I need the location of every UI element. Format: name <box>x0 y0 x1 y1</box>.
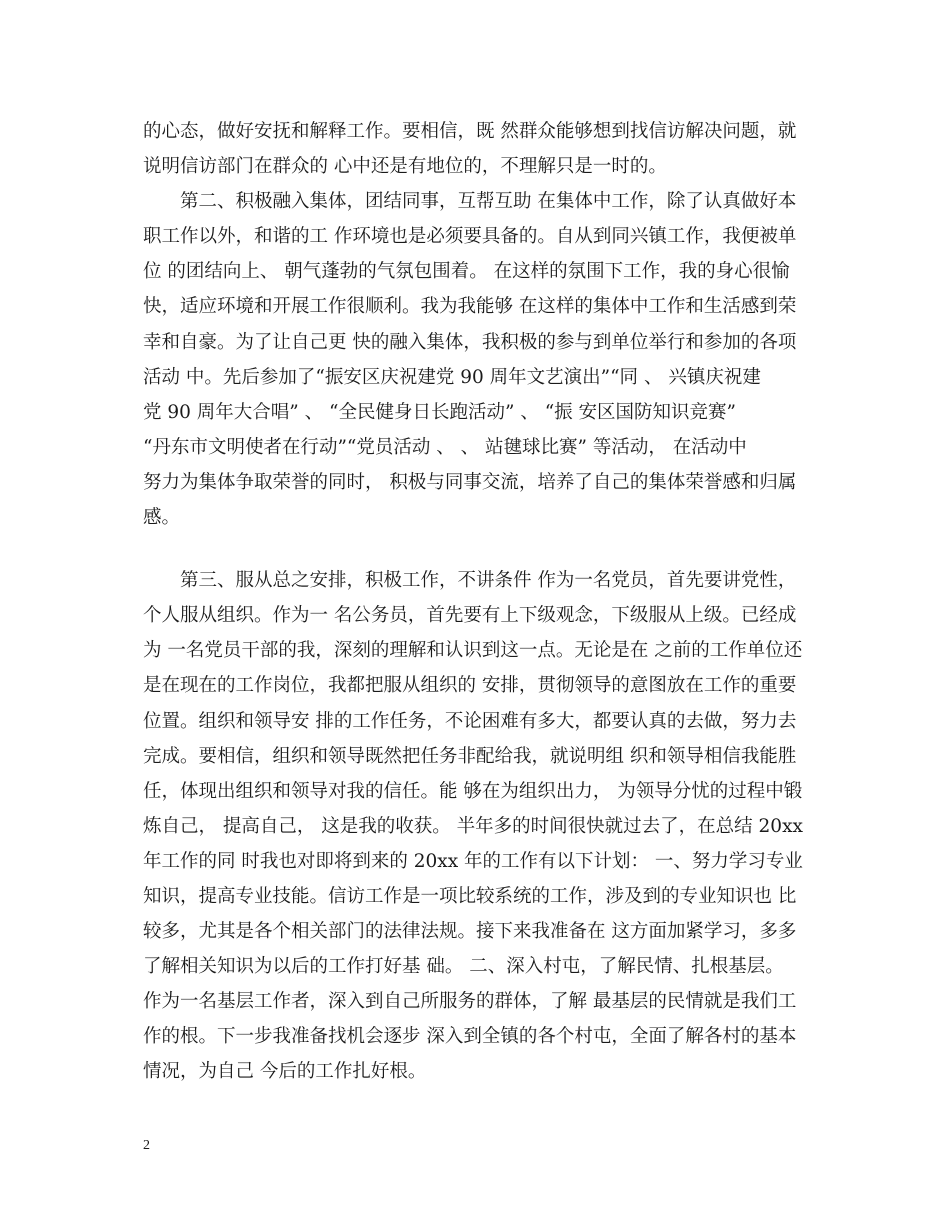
text-line: 较多，尤其是各个相关部门的法律法规。接下来我准备在 这方面加紧学习，多多 <box>143 921 797 943</box>
text-line: 作的根。下一步我准备找机会逐步 深入到全镇的各个村屯，全面了解各村的基本 <box>143 1026 797 1048</box>
text-line: 任，体现出组织和领导对我的信任。能 够在为组织出力， 为领导分忧的过程中锻 <box>143 780 803 802</box>
text-line: 第二、积极融入集体，团结同事，互帮互助 在集体中工作，除了认真做好本 <box>180 191 797 213</box>
text-line: 情况，为自己 今后的工作扎好根。 <box>143 1061 427 1083</box>
text-line: 年工作的同 时我也对即将到来的 20xx 年的工作有以下计划： 一、努力学习专业 <box>143 850 803 872</box>
text-line: 职工作以外，和谐的工 作环境也是必须要具备的。自从到同兴镇工作，我便被单 <box>143 226 797 248</box>
text-line: 个人服从组织。作为一 名公务员，首先要有上下级观念，下级服从上级。已经成 <box>143 605 797 627</box>
document-body <box>143 114 823 1090</box>
text-line: 了解相关知识为以后的工作打好基 础。 二、深入村屯，了解民情、扎根基层。 <box>143 956 784 978</box>
paragraph-1 <box>143 114 823 184</box>
text-line: 活动 中。先后参加了“振安区庆祝建党 90 周年文艺演出”“同 、 兴镇庆祝建 <box>143 366 761 388</box>
text-line: 快，适应环境和开展工作很顺利。我为我能够 在这样的集体中工作和生活感到荣 <box>143 296 797 318</box>
text-line: 党 90 周年大合唱” 、 “全民健身日长跑活动” 、 “振 安区国防知识竞赛” <box>143 401 736 423</box>
text-line: 第三、服从总之安排，积极工作，不讲条件 作为一名党员，首先要讲党性， <box>180 570 797 592</box>
text-line: 作为一名基层工作者，深入到自己所服务的群体，了解 最基层的民情就是我们工 <box>143 991 797 1013</box>
paragraph-gap <box>143 535 823 563</box>
text-line: 为 一名党员干部的我，深刻的理解和认识到这一点。无论是在 之前的工作单位还 <box>143 640 803 662</box>
paragraph-2 <box>143 184 823 535</box>
text-line: 努力为集体争取荣誉的同时， 积极与同事交流，培养了自己的集体荣誉感和归属 <box>143 471 797 493</box>
text-line: 幸和自豪。为了让自己更 快的融入集体，我积极的参与到单位举行和参加的各项 <box>143 331 797 353</box>
text-line: 是在现在的工作岗位，我都把服从组织的 安排，贯彻领导的意图放在工作的重要 <box>143 675 797 697</box>
text-line: 炼自己， 提高自己， 这是我的收获。 半年多的时间很快就过去了，在总结 20xx <box>143 815 803 837</box>
text-line: “丹东市文明使者在行动”“党员活动 、 、 站毽球比赛” 等活动， 在活动中 <box>143 436 747 458</box>
text-line: 的心态，做好安抚和解释工作。要相信，既 然群众能够想到找信访解决问题，就 <box>143 121 797 142</box>
text-line: 位置。组织和领导安 排的工作任务，不论困难有多大，都要认真的去做，努力去 <box>143 710 797 732</box>
text-line: 完成。要相信，组织和领导既然把任务非配给我，就说明组 织和领导相信我能胜 <box>143 745 797 767</box>
text-line: 感。 <box>143 507 181 529</box>
page-number: 2 <box>143 1138 150 1153</box>
text-line: 位 的团结向上、 朝气蓬勃的气氛包围着。 在这样的氛围下工作，我的身心很愉 <box>143 261 790 283</box>
text-line: 知识，提高专业技能。信访工作是一项比较系统的工作，涉及到的专业知识也 比 <box>143 885 797 907</box>
text-line: 说明信访部门在群众的 心中还是有地位的，不理解只是一时的。 <box>143 156 667 178</box>
paragraph-3 <box>143 563 823 1089</box>
